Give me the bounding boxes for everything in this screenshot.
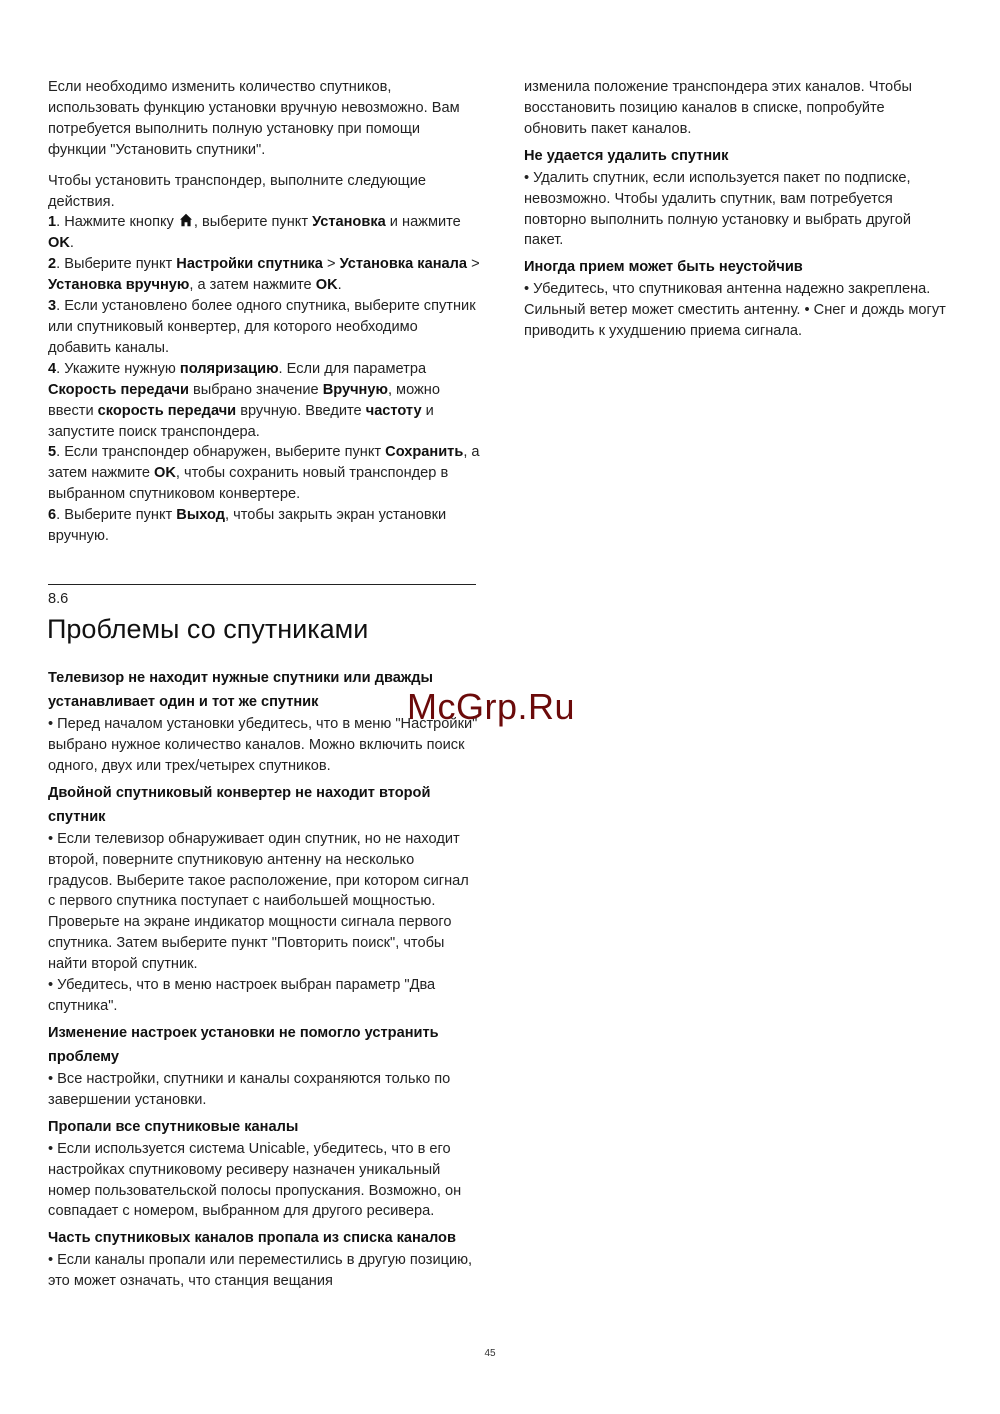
problem-heading: Иногда прием может быть неустойчив <box>524 259 803 276</box>
step-2: 2. Выберите пункт Настройки спутника > Установка канала > Установка вручную, а затем нажмите OK. <box>48 256 480 294</box>
problem-heading: Часть спутниковых каналов пропала из списка каналов <box>48 1230 456 1247</box>
right-column <box>524 77 950 342</box>
problem-heading: Изменение настроек установки не помогло устранить проблему <box>48 1024 439 1065</box>
home-icon <box>179 213 193 227</box>
step-4: 4. Укажите нужную поляризацию. Если для параметра Скорость передачи выбрано значение Вручную, можно ввести скорость передачи вручную. Введите частоту и запустите поиск транспондера. <box>48 360 440 440</box>
intro-paragraph-1: Если необходимо изменить количество спутников, использовать функцию установки вручную невозможно. Вам потребуется выполнить полную установку при помощи функции "Установить спутники". <box>48 79 460 158</box>
problem-text: • Удалить спутник, если используется пакет по подписке, невозможно. Чтобы удалить спутник, вам потребуется повторно выполнить полную установку и выбрать другой пакет. <box>524 169 912 249</box>
problem-item <box>48 1021 480 1111</box>
section-divider <box>48 584 476 585</box>
problem-text: • Если используется система Unicable, убедитесь, что в его настройках спутниковому ресиверу назначен уникальный номер пользовательской полосы пропускания. Возможно, он совпадает с номером, выбранном для другого ресивера. <box>48 1140 462 1220</box>
watermark: McGrp.Ru <box>407 686 576 727</box>
section-number: 8.6 <box>48 591 69 607</box>
problem-heading: Не удается удалить спутник <box>524 147 729 164</box>
left-column <box>48 77 480 547</box>
problem-item <box>48 1226 480 1292</box>
step-6: 6. Выберите пункт Выход, чтобы закрыть экран установки вручную. <box>48 507 447 545</box>
step-3: 3. Если установлено более одного спутника, выберите спутник или спутниковый конвертер, для которого необходимо добавить каналы. <box>48 298 476 356</box>
problem-heading: Двойной спутниковый конвертер не находит второй спутник <box>48 784 431 825</box>
problems-list <box>48 666 480 1292</box>
problem-heading: Пропали все спутниковые каналы <box>48 1118 299 1135</box>
problem-item <box>48 781 480 1017</box>
problem-item <box>48 1115 480 1223</box>
problem-heading: Телевизор не находит нужные спутники или дважды устанавливает один и тот же спутник <box>48 670 433 710</box>
problem-text: • Все настройки, спутники и каналы сохраняются только по завершении установки. <box>48 1070 451 1108</box>
problem-text: • Убедитесь, что спутниковая антенна надежно закреплена. Сильный ветер может сместить антенну. • Снег и дождь могут приводить к ухудшению приема сигнала. <box>524 281 946 340</box>
problem-text: • Перед началом установки убедитесь, что в меню "Настройки" выбрано нужное количество каналов. Можно включить поиск одного, двух или трех/четырех спутников. <box>48 716 478 774</box>
step-1: 1. Нажмите кнопку , выберите пункт Установка и нажмите OK. <box>48 214 461 252</box>
step-5: 5. Если транспондер обнаружен, выберите пункт Сохранить, а затем нажмите OK, чтобы сохранить новый транспондер в выбранном спутниковом конвертере. <box>48 444 480 503</box>
intro-paragraph-2: Чтобы установить транспондер, выполните следующие действия. <box>48 172 426 210</box>
problem-text: • Убедитесь, что в меню настроек выбран параметр "Два спутника". <box>48 977 436 1014</box>
problem-text: • Если телевизор обнаруживает один спутник, но не находит второй, поверните спутниковую антенну на несколько градусов. Выберите такое расположение, при котором сигнал с первого спутника поступает с наибольшей мощностью. Проверьте на экране индикатор мощности сигнала первого спутника. Затем выберите пункт "Повторить поиск", чтобы найти второй спутник. <box>48 830 469 973</box>
problem-text: • Если каналы пропали или переместились в другую позицию, это может означать, что станция вещания <box>48 1252 473 1290</box>
page-number: 45 <box>484 1348 496 1359</box>
continuation-text: изменила положение транспондера этих каналов. Чтобы восстановить позицию каналов в списке, попробуйте обновить пакет каналов. <box>524 79 912 137</box>
section-title: Проблемы со спутниками <box>47 614 369 644</box>
